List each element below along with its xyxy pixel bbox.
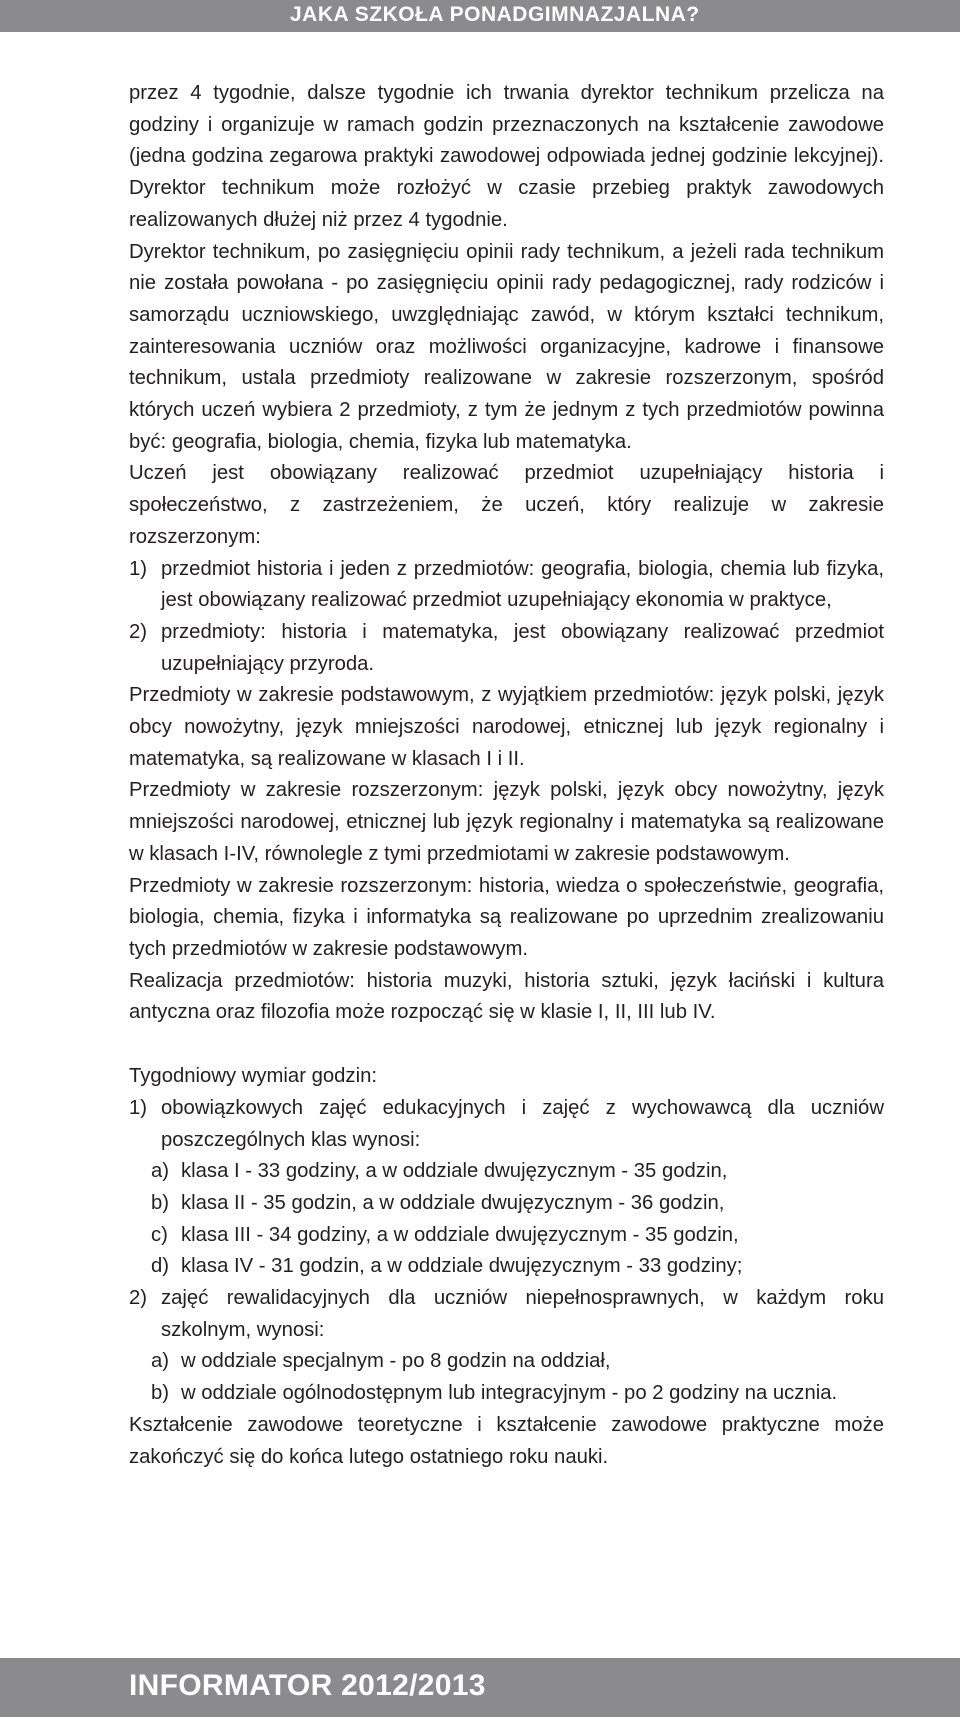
sub-list-item (129, 1220, 884, 1252)
page-header (0, 0, 960, 32)
paragraph-supplementary: Uczeń jest obowiązany realizować przedmiot uzupełniający historia i społeczeństwo, z zastrzeżeniem, że uczeń, który realizuje w zakresie rozszerzonym: (129, 462, 884, 548)
list-item (129, 617, 884, 680)
paragraph-extended-scope-languages: Przedmioty w zakresie rozszerzonym: język polski, język obcy nowożytny, język mniejszości narodowej, etnicznej lub język regionalny i matematyka są realizowane w klasach I-IV, równolegle z tymi przedmiotami w zakresie podstawowym. (129, 779, 884, 865)
header-title: JAKA SZKOŁA PONADGIMNAZJALNA? (290, 3, 700, 26)
paragraph-optional-subjects: Realizacja przedmiotów: historia muzyki, historia sztuki, język łaciński i kultura antyczna oraz filozofia może rozpocząć się w klasie I, II, III lub IV. (129, 969, 884, 1024)
paragraph-vocational-end: Kształcenie zawodowe teoretyczne i kształcenie zawodowe praktyczne może zakończyć się do końca lutego ostatniego roku nauki. (129, 1413, 884, 1468)
list-item-text: przedmiot historia i jeden z przedmiotów: geografia, biologia, chemia lub fizyka, jest obowiązany realizować przedmiot uzupełniający ekonomia w praktyce, (161, 557, 884, 612)
list-marker: 2) (129, 1287, 148, 1310)
sub-list-item (129, 1251, 884, 1283)
spacer (129, 1029, 884, 1061)
sub-list-text: klasa III - 34 godziny, a w oddziale dwujęzycznym - 35 godzin, (181, 1223, 739, 1246)
sub-list-marker: a) (151, 1160, 170, 1183)
sub-list-text: klasa I - 33 godziny, a w oddziale dwujęzycznym - 35 godzin, (181, 1160, 728, 1183)
sub-list-text: klasa IV - 31 godzin, a w oddziale dwujęzycznym - 33 godziny; (181, 1255, 743, 1278)
sub-list-marker: c) (151, 1223, 168, 1246)
sub-list-marker: b) (151, 1191, 170, 1214)
sub-list-text: klasa II - 35 godzin, a w oddziale dwujęzycznym - 36 godzin, (181, 1191, 725, 1214)
list-marker: 1) (129, 557, 148, 580)
sub-list-marker: d) (151, 1255, 170, 1278)
list-marker: 1) (129, 1096, 148, 1119)
page-footer (0, 1658, 960, 1717)
sub-list-item (129, 1378, 884, 1410)
footer-title: INFORMATOR 2012/2013 (129, 1669, 486, 1702)
sub-list-text: w oddziale specjalnym - po 8 godzin na oddział, (181, 1350, 611, 1373)
list-item (129, 1093, 884, 1156)
paragraph-basic-scope: Przedmioty w zakresie podstawowym, z wyjątkiem przedmiotów: język polski, język obcy nowożytny, język mniejszości narodowej, etnicznej lub język regionalny i matematyka, są realizowane w klasach I i II. (129, 684, 884, 770)
list-item (129, 1283, 884, 1346)
sub-list-item (129, 1346, 884, 1378)
paragraph-extended-subjects: Dyrektor technikum, po zasięgnięciu opinii rady technikum, a jeżeli rada technikum nie została powołana - po zasięgnięciu opinii rady pedagogicznej, rady rodziców i samorządu uczniowskiego, uwzględniając zawód, w którym kształci technikum, zainteresowania uczniów oraz możliwości organizacyjne, kadrowe i finansowe technikum, ustala przedmioty realizowane w zakresie rozszerzonym, spośród których uczeń wybiera 2 przedmioty, z tym że jednym z tych przedmiotów powinna być: geografia, biologia, chemia, fizyka lub matematyka. (129, 240, 884, 453)
sub-list-marker: b) (151, 1382, 170, 1405)
list-item-text: obowiązkowych zajęć edukacyjnych i zajęć z wychowawcą dla uczniów poszczególnych klas wynosi: (161, 1096, 884, 1151)
sub-list-item (129, 1156, 884, 1188)
sub-list-marker: a) (151, 1350, 170, 1373)
sub-list-text: w oddziale ogólnodostępnym lub integracyjnym - po 2 godziny na ucznia. (181, 1382, 838, 1405)
list-item (129, 554, 884, 617)
sub-list-item (129, 1188, 884, 1220)
list-item-text: zajęć rewalidacyjnych dla uczniów niepełnosprawnych, w każdym roku szkolnym, wynosi: (161, 1287, 884, 1341)
paragraph-practice: przez 4 tygodnie, dalsze tygodnie ich trwania dyrektor technikum przelicza na godziny i organizuje w ramach godzin przeznaczonych na kształcenie zawodowe (jedna godzina zegarowa praktyki zawodowej odpowiada jednej godzinie lekcyjnej). Dyrektor technikum może rozłożyć w czasie przebieg praktyk zawodowych realizowanych dłużej niż przez 4 tygodnie. (129, 82, 884, 231)
paragraph-extended-scope-sciences: Przedmioty w zakresie rozszerzonym: historia, wiedza o społeczeństwie, geografia, biologia, chemia, fizyka i informatyka są realizowane po uprzednim zrealizowaniu tych przedmiotów w zakresie podstawowym. (129, 874, 884, 960)
page-content (129, 78, 884, 1473)
list-item-text: przedmioty: historia i matematyka, jest obowiązany realizować przedmiot uzupełniający przyroda. (161, 620, 884, 675)
hours-heading: Tygodniowy wymiar godzin: (129, 1065, 377, 1088)
list-marker: 2) (129, 620, 148, 643)
